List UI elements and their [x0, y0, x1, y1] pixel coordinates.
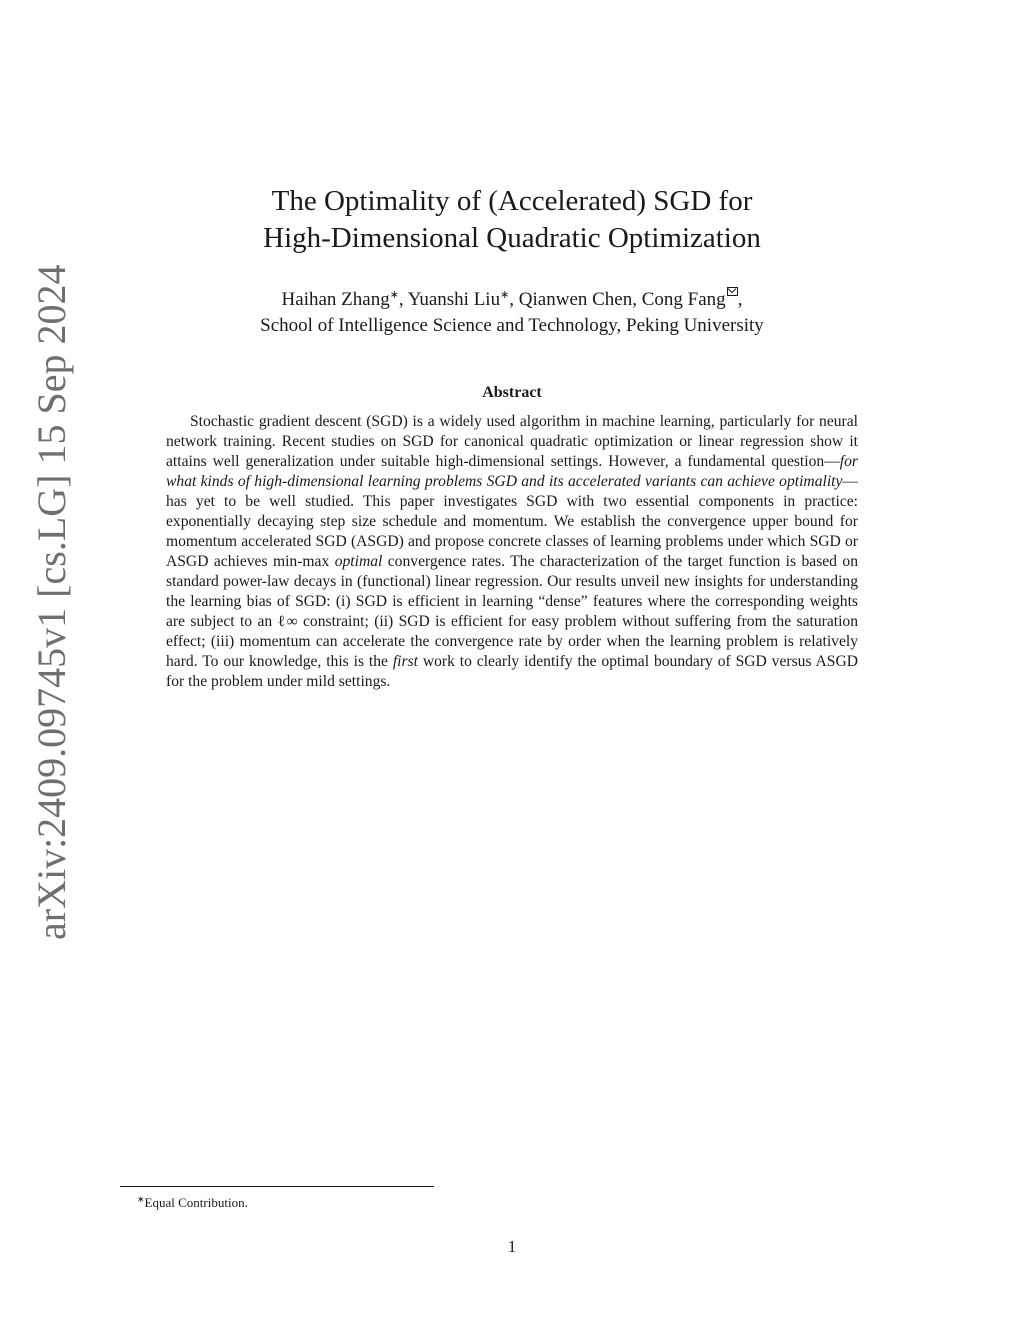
page-number: 1 [507, 1237, 517, 1256]
author-separator: , [398, 289, 408, 310]
author-separator: , [632, 289, 642, 310]
author-list [150, 282, 874, 313]
author-separator: , [509, 289, 519, 310]
abstract-segment: — has yet to be well studied. This paper investigates SGD with two essential components in practice: exponentially decaying step size schedule and momentum. We establish the convergence upper bound for momentum accelerated SGD (ASGD) and propose concrete classes of learning problems under which SGD or ASGD achieves min-max [166, 473, 858, 570]
author-name: Cong Fang [641, 289, 726, 310]
abstract-segment: convergence rates. The characterization of the target function is based on standard power-law decays in (functional) linear regression. Our results unveil new insights for understanding the learning bias of SGD: (i) SGD is efficient in learning “dense” features where the corresponding weights are subject to an ℓ∞ constraint; (ii) SGD is efficient for easy problem without suffering from the saturation effect; (iii) momentum can accelerate the convergence rate by order when the learning problem is relatively hard. To our knowledge, this is the [166, 553, 858, 670]
paper-title [200, 183, 824, 257]
abstract-text [166, 412, 858, 692]
envelope-icon [727, 287, 738, 296]
author-name: Qianwen Chen [518, 289, 633, 310]
abstract-emphasis: for what kinds of high-dimensional learning problems SGD and its accelerated variants can achieve optimality [166, 453, 858, 490]
abstract-segment: Stochastic gradient descent (SGD) is a widely used algorithm in machine learning, particularly for neural network training. Recent studies on SGD for canonical quadratic optimization or linear regression show it attains well generalization under suitable high-dimensional settings. However, a fundamental question— [166, 413, 858, 470]
footnote [137, 1190, 637, 1212]
title-line-2: High-Dimensional Quadratic Optimization [263, 222, 761, 254]
abstract-emphasis: optimal [334, 553, 383, 570]
author-name: Haihan Zhang [281, 289, 390, 310]
footnote-mark: ∗ [137, 1194, 145, 1204]
abstract-heading: Abstract [482, 384, 542, 401]
title-line-1: The Optimality of (Accelerated) SGD for [271, 185, 753, 217]
equal-contribution-mark: ∗ [500, 289, 510, 301]
affiliation: School of Intelligence Science and Technology, Peking University [260, 315, 764, 336]
footnote-text: Equal Contribution. [144, 1195, 248, 1210]
author-trailing-comma: , [737, 289, 743, 310]
abstract-segment: work to clearly identify the optimal boundary of SGD versus ASGD for the problem under mild settings. [166, 653, 858, 690]
abstract-emphasis: first [392, 653, 418, 670]
arxiv-identifier: arXiv:2409.09745v1 [cs.LG] 15 Sep 2024 [29, 264, 74, 940]
author-name: Yuanshi Liu [407, 289, 501, 310]
footnote-divider [120, 1186, 434, 1187]
equal-contribution-mark: ∗ [389, 289, 399, 301]
